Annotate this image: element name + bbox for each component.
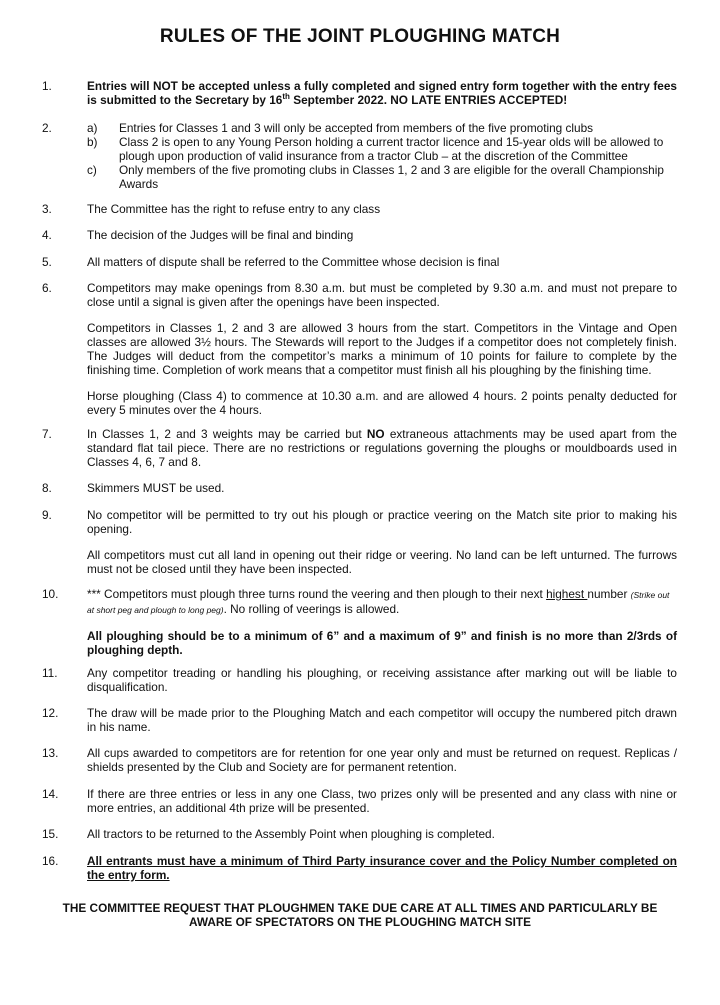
rule-paragraph: Competitors may make openings from 8.30 a.m. but must be completed by 9.30 a.m. and must not prepare to close until a signal is given after the openings have been inspected. xyxy=(87,281,677,309)
subitem-letter: b) xyxy=(87,135,98,149)
subitem-text: Only members of the five promoting clubs in Classes 1, 2 and 3 are eligible for the overall Championship Awards xyxy=(119,163,664,191)
rule-text: The decision of the Judges will be final and binding xyxy=(87,228,354,242)
rule-number: 15. xyxy=(42,827,59,841)
document-title: RULES OF THE JOINT PLOUGHING MATCH xyxy=(159,26,561,47)
subitem-letter: a) xyxy=(87,121,98,135)
rule-number: 12. xyxy=(42,706,59,720)
rule-text xyxy=(87,508,677,576)
rule-text xyxy=(87,427,677,469)
rule-number: 9. xyxy=(42,508,52,522)
rule-text: All matters of dispute shall be referred to the Committee whose decision is final xyxy=(87,255,500,269)
rule-number: 1. xyxy=(42,79,52,93)
rule-text-underlined: highest xyxy=(546,587,588,601)
rule-number: 5. xyxy=(42,255,52,269)
rule-text xyxy=(87,79,677,107)
rule-text: The draw will be made prior to the Ploughing Match and each competitor will occupy the numbered pitch drawn in his name. xyxy=(87,706,677,734)
rule-text-bold: NO xyxy=(366,427,385,441)
rule-text: If there are three entries or less in any one Class, two prizes only will be presented and any class with nine or more entries, an additional 4th prize will be presented. xyxy=(87,787,677,815)
subitem-a xyxy=(87,121,677,135)
rule-number: 2. xyxy=(42,121,52,135)
rule-text-part: number xyxy=(587,587,631,601)
rule-text: Any competitor treading or handling his ploughing, or receiving assistance after marking out will be liable to disqualification. xyxy=(87,666,677,694)
subitem-text: Entries for Classes 1 and 3 will only be accepted from members of the five promoting clubs xyxy=(119,121,594,135)
rule-paragraph: No competitor will be permitted to try out his plough or practice veering on the Match site prior to making his opening. xyxy=(87,508,677,536)
rule-subitems xyxy=(87,121,677,191)
rule-number: 11. xyxy=(42,666,58,680)
rule-text-part: . No rolling of veerings is allowed. xyxy=(223,602,400,616)
rule-number: 13. xyxy=(42,746,59,760)
rule-paragraph: All competitors must cut all land in opening out their ridge or veering. No land can be left unturned. The furrows must not be closed until they have been inspected. xyxy=(87,548,677,576)
subitem-text: Class 2 is open to any Young Person holding a current tractor licence and 15-year olds will be allowed to plough upon production of valid insurance from a tractor Club – at the discretion of the Committee xyxy=(119,135,664,163)
rule-paragraph: Competitors in Classes 1, 2 and 3 are allowed 3 hours from the start. Competitors in the Vintage and Open classes are allowed 3½ hours. The Stewards will report to the Judges if a competitor does not completely finish. The Judges will deduct from the competitor’s marks a minimum of 10 points for failure to complete by the finishing time. Completion of work means that a competitor must finish all his ploughing by the finishing time. xyxy=(87,321,677,377)
subitem-b xyxy=(87,135,677,163)
rule-paragraph: Horse ploughing (Class 4) to commence at 10.30 a.m. and are allowed 4 hours. 2 points penalty deducted for every 5 minutes over the 4 hours. xyxy=(87,389,677,417)
rule-text: All entrants must have a minimum of Third Party insurance cover and the Policy Number completed on the entry form. xyxy=(87,854,677,882)
rule-number: 3. xyxy=(42,202,52,216)
rule-text-part: Entries will NOT be accepted unless a fully completed and signed entry form together with the entry fees is submitted to the Secretary by 16 xyxy=(87,79,677,107)
rule-number: 6. xyxy=(42,281,52,295)
rule-text-note: (Strike out at short peg and plough to long peg) xyxy=(87,590,670,615)
footer-notice: THE COMMITTEE REQUEST THAT PLOUGHMEN TAKE DUE CARE AT ALL TIMES AND PARTICULARLY BE AWARE OF SPECTATORS ON THE PLOUGHING MATCH SITE xyxy=(62,901,658,929)
rule-text: All cups awarded to competitors are for retention for one year only and must be returned on request. Replicas / shields presented by the Club and Society are for permanent retention. xyxy=(87,746,677,774)
rule-number: 10. xyxy=(42,587,59,601)
rule-text: Skimmers MUST be used. xyxy=(87,481,225,495)
rule-text-part: extraneous attachments may be used apart from the standard flat tail piece. There are no restrictions or regulations governing the ploughs or mouldboards used in Classes 4, 6, 7 and 8. xyxy=(87,427,677,469)
rule-number: 14. xyxy=(42,787,59,801)
rule-paragraph-bold: All ploughing should be to a minimum of 6” and a maximum of 9” and finish is no more than 2/3rds of ploughing depth. xyxy=(87,629,677,657)
rule-text xyxy=(87,281,677,417)
rule-text-part: In Classes 1, 2 and 3 weights may be carried but xyxy=(87,427,367,441)
rule-text-part: September 2022. NO LATE ENTRIES ACCEPTED! xyxy=(289,93,568,107)
rule-number: 8. xyxy=(42,481,52,495)
superscript: th xyxy=(282,92,290,102)
subitem-c xyxy=(87,163,677,191)
rule-text xyxy=(87,587,677,657)
rule-number: 4. xyxy=(42,228,52,242)
rule-number: 7. xyxy=(42,427,52,441)
rule-text: All tractors to be returned to the Assembly Point when ploughing is completed. xyxy=(87,827,495,841)
subitem-letter: c) xyxy=(87,163,97,177)
rule-text: The Committee has the right to refuse entry to any class xyxy=(87,202,381,216)
rule-number: 16. xyxy=(42,854,59,868)
rule-text-part: *** Competitors must plough three turns round the veering and then plough to their next xyxy=(87,587,547,601)
